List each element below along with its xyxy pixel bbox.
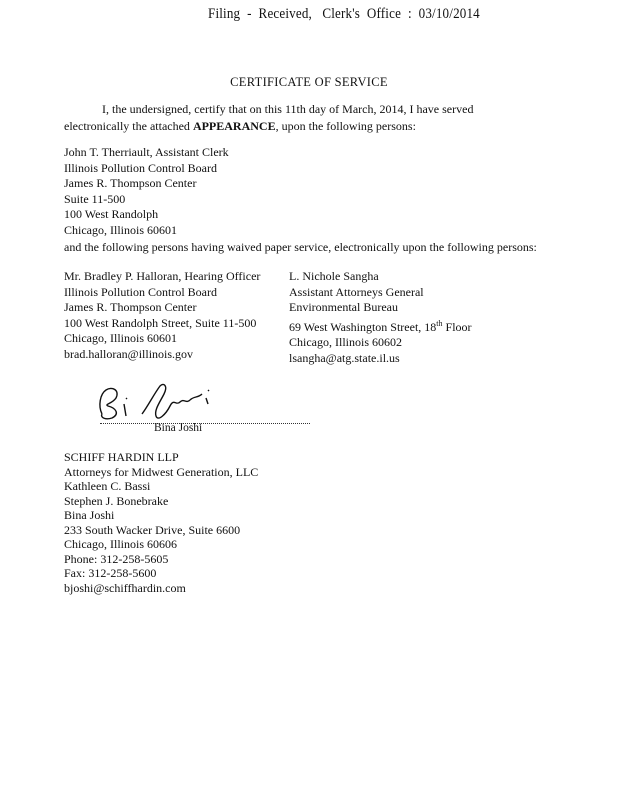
attorney-general-address-block (289, 269, 472, 366)
document-name: APPEARANCE (192, 119, 276, 133)
address-line: Chicago, Illinois 60601 (64, 331, 177, 345)
firm-line: Fax: 312-258-5600 (64, 566, 157, 580)
address-line: James R. Thompson Center (64, 176, 197, 190)
firm-line: Kathleen C. Bassi (64, 479, 151, 493)
street-superscript: th (436, 318, 443, 328)
signature-line (100, 423, 310, 424)
address-line: Illinois Pollution Control Board (64, 160, 218, 175)
address-line: Assistant Attorneys General (289, 284, 424, 299)
address-line: Chicago, Illinois 60601 (64, 222, 177, 237)
address-line: Suite 11-500 (64, 191, 126, 206)
firm-line: Chicago, Illinois 60606 (64, 537, 177, 551)
address-line: 100 West Randolph (64, 207, 159, 221)
address-line: Illinois Pollution Control Board (64, 284, 218, 299)
firm-line: SCHIFF HARDIN LLP (64, 450, 179, 464)
clerk-address-block (64, 145, 229, 238)
filing-stamp: Filing - Received, Clerk's Office : 03/10/2014 (208, 6, 480, 22)
firm-line: 233 South Wacker Drive, Suite 6600 (64, 522, 241, 537)
street-suffix: Floor (442, 319, 472, 334)
firm-line: Attorneys for Midwest Generation, LLC (64, 464, 259, 479)
intro-text-after: , upon the following persons: (275, 119, 416, 133)
address-line: 100 West Randolph Street, Suite 11-500 (64, 315, 257, 330)
email-address: lsangha@atg.state.il.us (289, 350, 400, 365)
address-line: Mr. Bradley P. Halloran, Hearing Officer (64, 269, 261, 283)
email-address: brad.halloran@illinois.gov (64, 346, 194, 361)
firm-line: Stephen J. Bonebrake (64, 493, 169, 508)
address-line: Chicago, Illinois 60602 (289, 335, 402, 349)
page-title: CERTIFICATE OF SERVICE (230, 75, 388, 89)
firm-line: Phone: 312-258-5605 (64, 551, 169, 566)
address-line: James R. Thompson Center (64, 300, 197, 314)
address-line: Environmental Bureau (289, 300, 398, 314)
street-text: 69 West Washington Street, 18 (289, 319, 437, 334)
firm-line: Bina Joshi (64, 508, 115, 522)
hearing-officer-address-block (64, 269, 260, 362)
handwritten-signature (90, 376, 230, 426)
waived-service-text: and the following persons having waived paper service, electronically upon the following persons: (64, 240, 537, 254)
intro-text-before: I, the undersigned, certify that on this 11th day of March, 2014, I have served electronically the attached (64, 102, 474, 133)
email-address: bjoshi@schiffhardin.com (64, 580, 186, 595)
firm-signature-block (64, 450, 258, 595)
intro-paragraph (64, 101, 494, 135)
address-line: John T. Therriault, Assistant Clerk (64, 145, 229, 159)
address-line: L. Nichole Sangha (289, 269, 379, 283)
signer-name: Bina Joshi (154, 422, 203, 434)
address-line (289, 316, 472, 336)
